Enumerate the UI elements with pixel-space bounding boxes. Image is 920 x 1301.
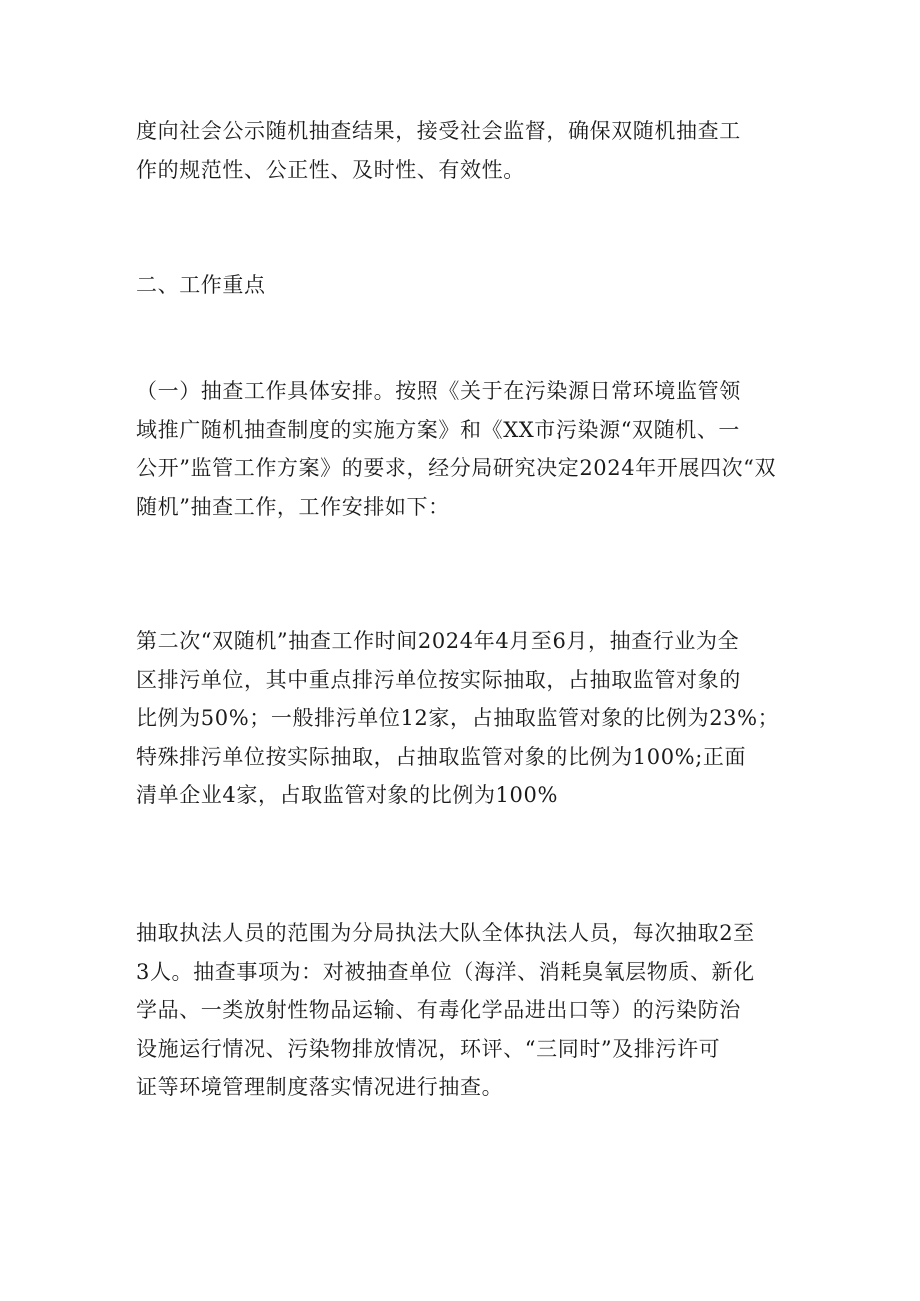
paragraph-enforcement-staff — [136, 914, 796, 1107]
text-line: 公开”监管工作方案》的要求，经分局研究决定2024年开展四次“双 — [136, 456, 777, 480]
text-line: 证等环境管理制度落实情况进行抽查。 — [136, 1075, 504, 1099]
text-line: 特殊排污单位按实际抽取，占抽取监管对象的比例为100%;正面 — [136, 744, 747, 769]
text-line: 区排污单位，其中重点排污单位按实际抽取，占抽取监管对象的 — [136, 667, 741, 692]
text-line: 清单企业4家，占取监管对象的比例为100% — [136, 783, 558, 807]
section-heading-work-focus — [136, 266, 796, 305]
text-line: 抽取执法人员的范围为分局执法大队全体执法人员，每次抽取2至 — [136, 921, 755, 945]
heading-text: 二、工作重点 — [136, 273, 266, 297]
text-line: 比例为50%；一般排污单位12家，占抽取监管对象的比例为23%； — [136, 706, 780, 730]
text-line: 3人。抽查事项为：对被抽查单位（海洋、消耗臭氧层物质、新化 — [136, 959, 755, 984]
text-line: 随机”抽查工作，工作安排如下： — [136, 494, 450, 519]
paragraph-second-inspection — [136, 622, 796, 815]
paragraph-publicity — [136, 112, 796, 189]
text-line: 作的规范性、公正性、及时性、有效性。 — [136, 157, 525, 182]
text-line: 设施运行情况、污染物排放情况，环评、“三同时”及排污许可 — [136, 1036, 721, 1061]
text-line: 第二次“双随机”抽查工作时间2024年4月至6月，抽查行业为全 — [136, 629, 740, 653]
text-line: 域推广随机抽查制度的实施方案》和《XX市污染源“双随机、一 — [136, 417, 741, 442]
text-line: 学品、一类放射性物品运输、有毒化学品进出口等）的污染防治 — [136, 998, 741, 1022]
text-line: 度向社会公示随机抽查结果，接受社会监督，确保双随机抽查工 — [136, 119, 741, 143]
text-line: （一）抽查工作具体安排。按照《关于在污染源日常环境监管领 — [136, 379, 741, 403]
paragraph-arrangement — [136, 372, 796, 526]
